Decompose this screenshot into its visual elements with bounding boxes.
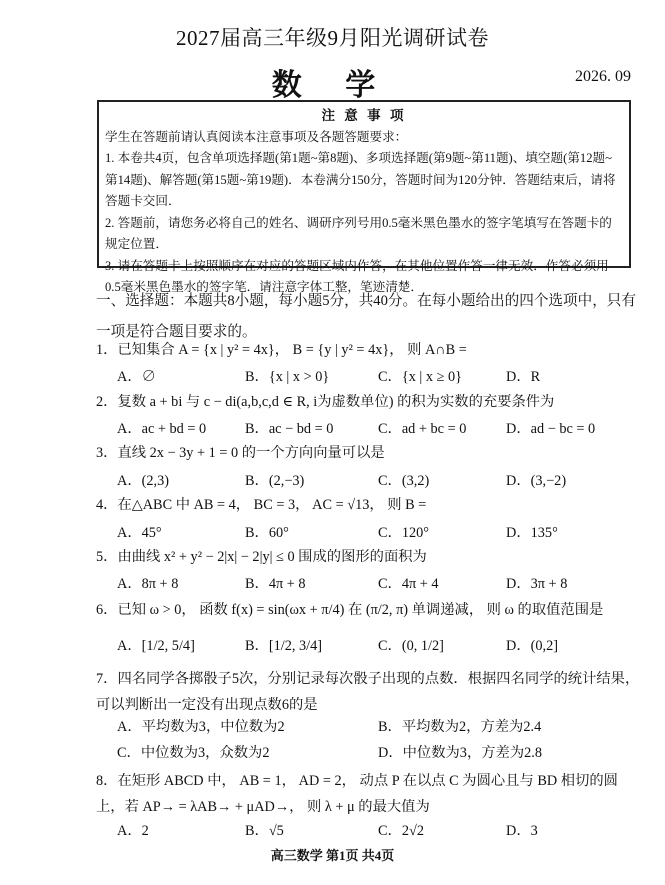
question-5-option-c: C．4π + 4 xyxy=(378,576,439,592)
notice-item-2: 2. 答题前，请您务必将自己的姓名、调研序列号用0.5毫米黑色墨水的签字笔填写在答题卡的规定位置． xyxy=(105,215,612,251)
question-6-option-c: C．(0, 1/2] xyxy=(378,638,444,654)
question-4-option-d: D．135° xyxy=(506,525,558,541)
question-7-stem: 7．四名同学各掷骰子5次，分别记录每次骰子出现的点数．根据四名同学的统计结果，可以判断出一定没有出现点数6的是 xyxy=(96,671,640,713)
question-8-option-b: B．√5 xyxy=(245,823,284,839)
question-2-option-b: B．ac − bd = 0 xyxy=(245,421,334,437)
question-7-option-a: A．平均数为3，中位数为2 xyxy=(117,719,285,735)
question-3-stem: 3．直线 2x − 3y + 1 = 0 的一个方向向量可以是 xyxy=(96,445,385,461)
question-5-option-d: D．3π + 8 xyxy=(506,576,568,592)
question-5-option-b: B．4π + 8 xyxy=(245,576,306,592)
question-4-option-a: A．45° xyxy=(117,525,162,541)
question-6-option-a: A．[1/2, 5/4] xyxy=(117,638,195,654)
notice-intro: 学生在答题前请认真阅读本注意事项及各题答题要求： xyxy=(105,129,408,144)
page-footer: 高三数学 第1页 共4页 xyxy=(270,848,395,863)
question-7-option-d: D．中位数为3，方差为2.8 xyxy=(378,745,543,761)
question-1-option-a: A．∅ xyxy=(117,369,156,385)
question-4-option-c: C．120° xyxy=(378,525,429,541)
question-3-option-b: B．(2,−3) xyxy=(245,473,305,489)
question-8-option-c: C．2√2 xyxy=(378,823,424,839)
question-8-option-d: D．3 xyxy=(506,823,538,839)
notice-title: 注 意 事 项 xyxy=(321,108,407,123)
question-4-option-b: B．60° xyxy=(245,525,289,541)
subject-title: 数 学 xyxy=(271,69,394,102)
question-7-option-b: B．平均数为2，方差为2.4 xyxy=(378,719,542,735)
question-4-stem: 4．在△ABC 中 AB = 4， BC = 3， AC = √13， 则 B = xyxy=(96,497,427,513)
question-3-option-a: A．(2,3) xyxy=(117,473,170,489)
question-6-option-d: D．(0,2] xyxy=(506,638,559,654)
question-3-option-d: D．(3,−2) xyxy=(506,473,567,489)
question-1-option-d: D．R xyxy=(506,369,541,385)
question-2-stem: 2．复数 a + bi 与 c − di(a,b,c,d ∈ R, i为虚数单位) 的积为实数的充要条件为 xyxy=(96,394,555,410)
exam-date: 2026. 09 xyxy=(575,68,631,85)
question-7-option-c: C．中位数为3，众数为2 xyxy=(117,745,270,761)
question-1-option-b: B．{x | x > 0} xyxy=(245,369,330,385)
question-8-option-a: A．2 xyxy=(117,823,149,839)
question-1-option-c: C．{x | x ≥ 0} xyxy=(378,369,463,385)
question-2-option-d: D．ad − bc = 0 xyxy=(506,421,596,437)
question-2-option-c: C．ad + bc = 0 xyxy=(378,421,467,437)
question-1-stem: 1．已知集合 A = {x | y² = 4x}， B = {y | y² = 4x}， 则 A∩B = xyxy=(96,342,467,358)
question-6-option-b: B．[1/2, 3/4] xyxy=(245,638,323,654)
question-2-option-a: A．ac + bd = 0 xyxy=(117,421,207,437)
question-5-stem: 5．由曲线 x² + y² − 2|x| − 2|y| ≤ 0 围成的图形的面积为 xyxy=(96,549,427,565)
question-5-option-a: A．8π + 8 xyxy=(117,576,179,592)
exam-title: 2027届高三年级9月阳光调研试卷 xyxy=(176,26,489,50)
question-6-stem: 6．已知 ω > 0， 函数 f(x) = sin(ωx + π/4) 在 (π/2, π) 单调递减， 则 ω 的取值范围是 xyxy=(96,602,604,618)
question-8-stem: 8．在矩形 ABCD 中， AB = 1， AD = 2， 动点 P 在以点 C 为圆心且与 BD 相切的圆上，若 AP→ = λAB→ + μAD→， 则 λ + μ 的最大值为 xyxy=(96,773,618,815)
notice-item-1: 1. 本卷共4页，包含单项选择题(第1题~第8题)、多项选择题(第9题~第11题)、填空题(第12题~第14题)、解答题(第15题~第19题)．本卷满分150分，答题时间为120分钟．答题结束后，请将答题卡交回． xyxy=(105,151,616,208)
section-heading: 一、选择题：本题共8小题，每小题5分，共40分。在每小题给出的四个选项中，只有一项是符合题目要求的。 xyxy=(96,293,636,340)
question-3-option-c: C．(3,2) xyxy=(378,473,430,489)
notice-item-3: 3. 请在答题卡上按照顺序在对应的答题区域内作答，在其他位置作答一律无效．作答必须用0.5毫米黑色墨水的签字笔．请注意字体工整，笔迹清楚． xyxy=(105,258,609,294)
notice-box xyxy=(97,100,631,294)
